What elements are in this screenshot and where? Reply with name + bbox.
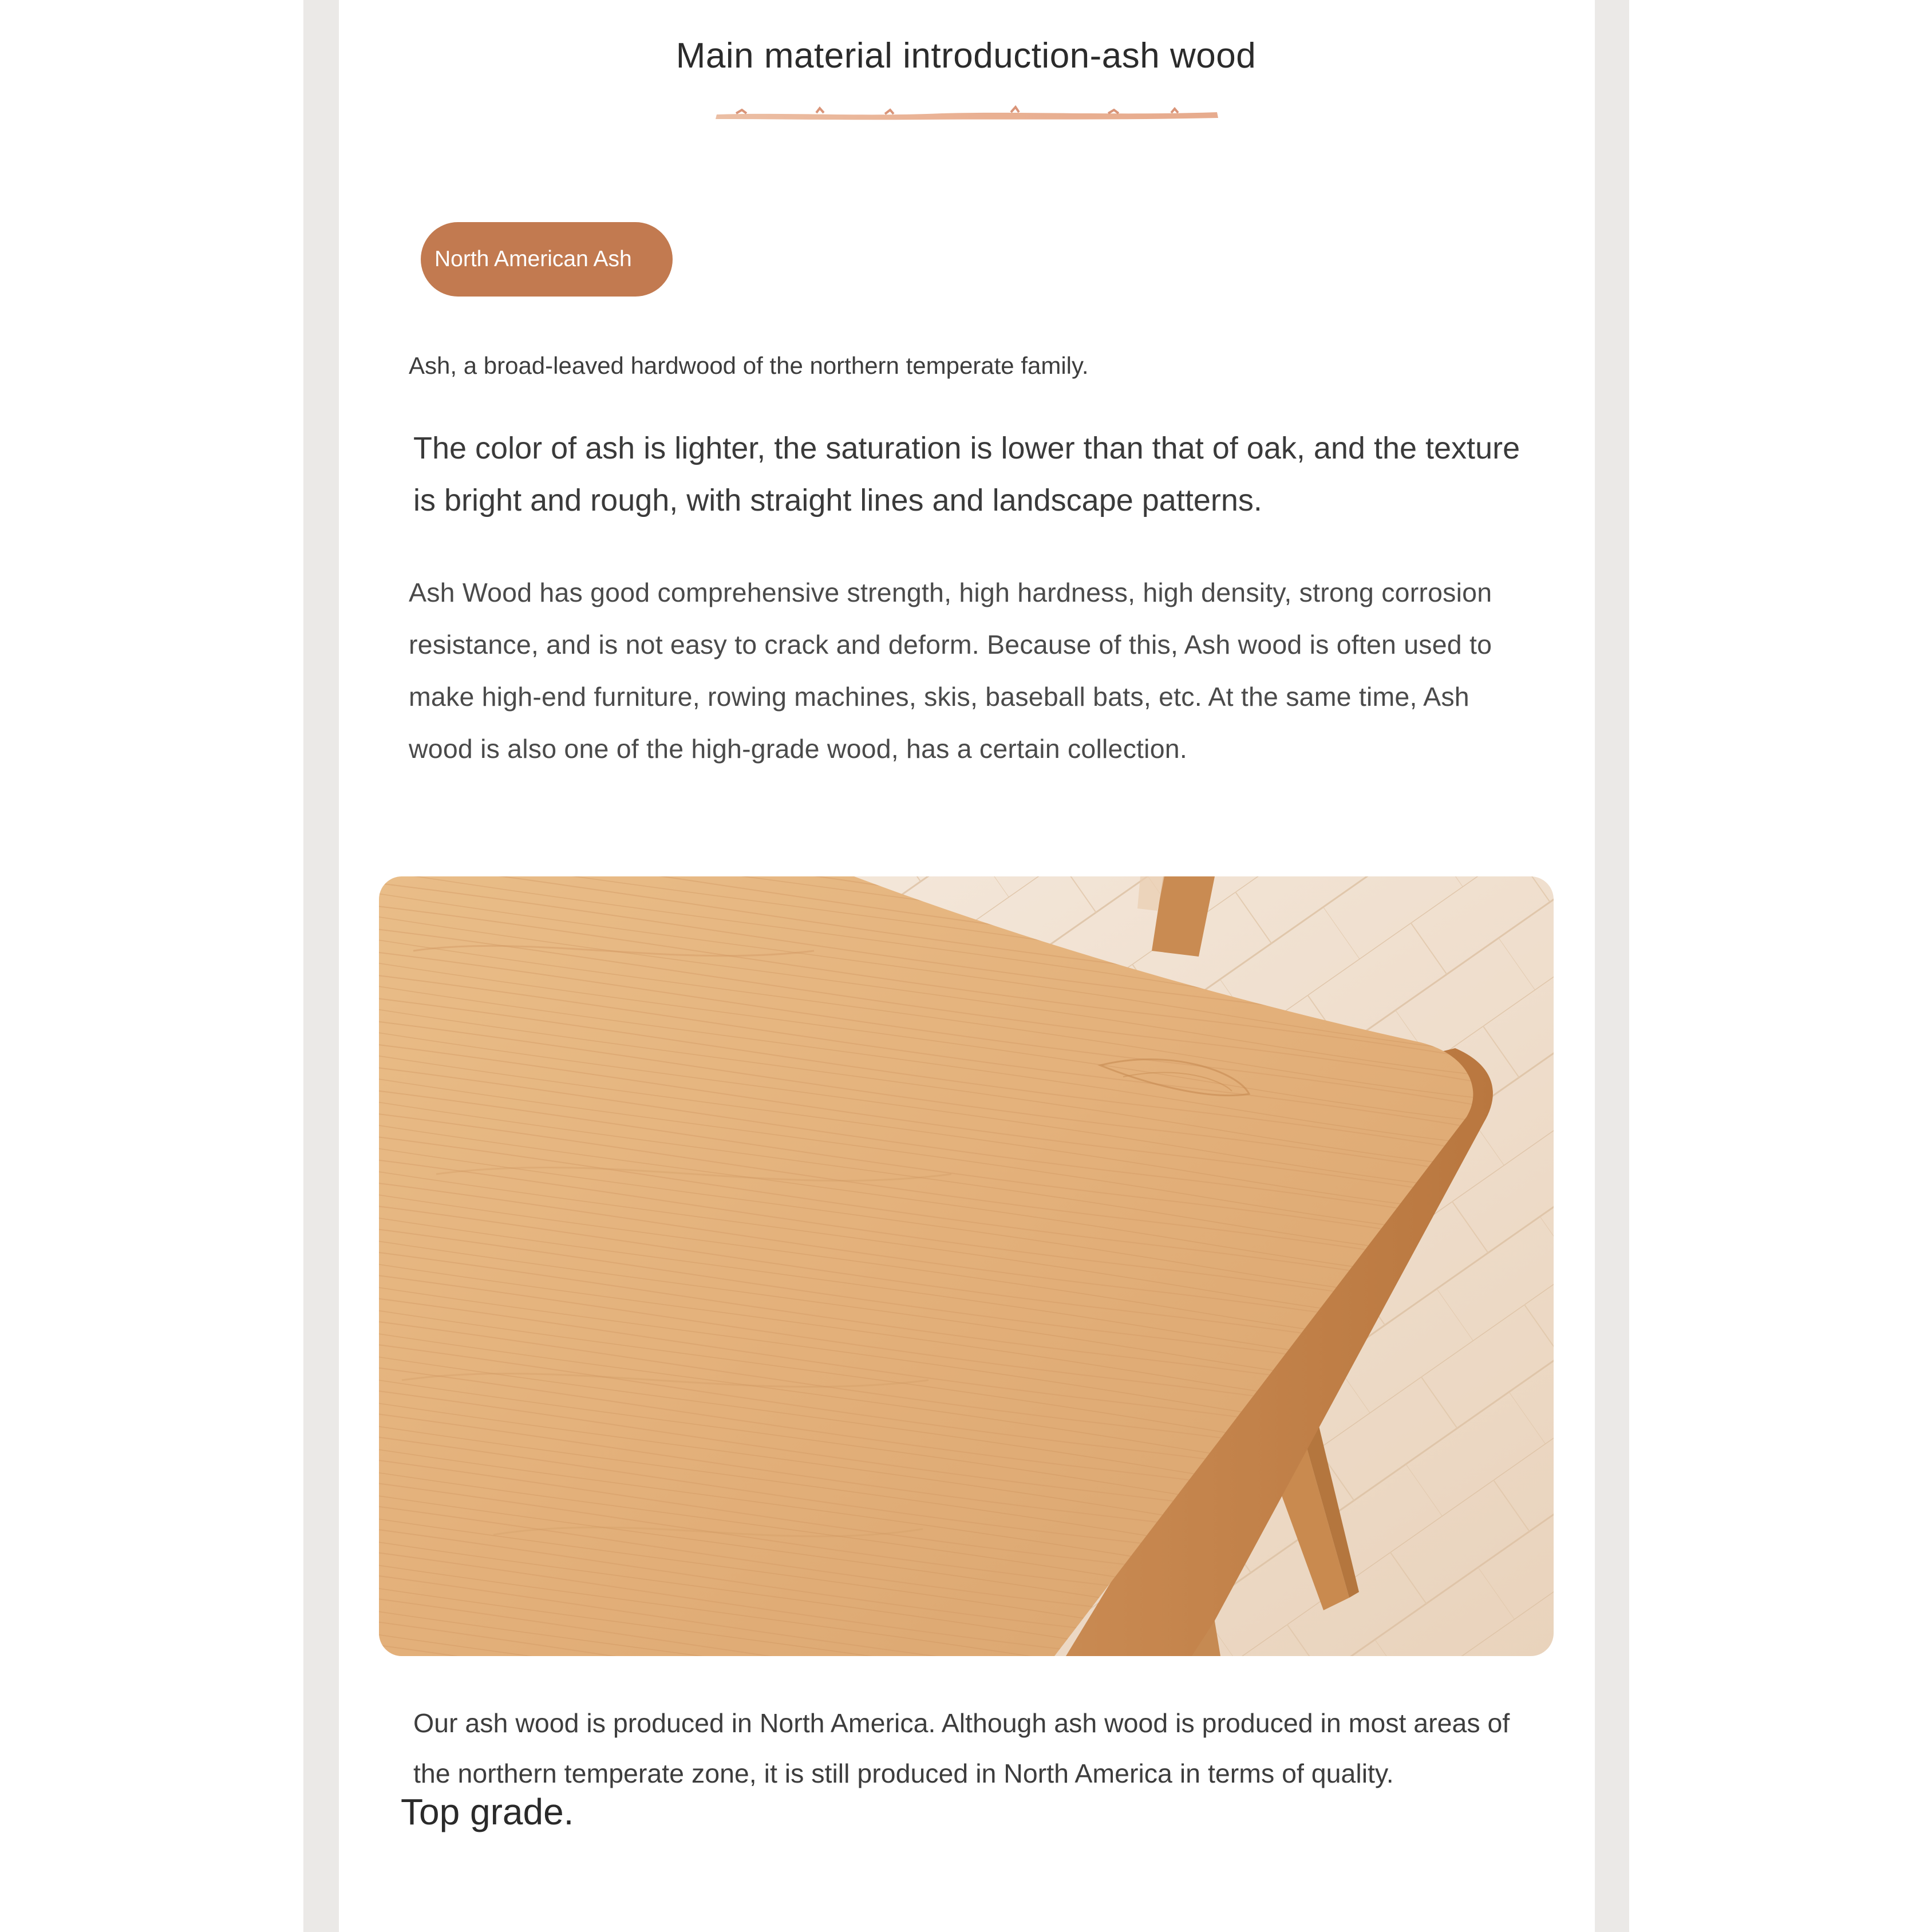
table-photo-illustration: [379, 876, 1554, 1656]
origin-paragraph: Our ash wood is produced in North America. Although ash wood is produced in most areas of the northern temperate zone, it is still produced in North America in terms of quality.: [413, 1708, 1510, 1788]
properties-paragraph: Ash Wood has good comprehensive strength, high hardness, high density, strong corrosion resistance, and is not easy to crack and deform. Because of this, Ash wood is often used to make high-end furniture, rowing machines, skis, baseball bats, etc. At the same time, Ash wood is also one of the high-grade wood, has a certain collection.: [409, 578, 1492, 764]
section-heading: Main material introduction-ash wood: [675, 36, 1257, 76]
right-frame-border: [1595, 0, 1629, 1932]
material-badge: North American Ash: [421, 222, 673, 297]
top-grade-text: Top grade.: [401, 1791, 574, 1832]
ash-wood-table-photo: [379, 876, 1554, 1656]
intro-text: Ash, a broad-leaved hardwood of the northern temperate family.: [409, 352, 1089, 379]
brush-stroke-underline-icon: [713, 102, 1220, 121]
left-frame-border: [303, 0, 339, 1932]
lead-paragraph: The color of ash is lighter, the saturation is lower than that of oak, and the texture is bright and rough, with straight lines and landscape patterns.: [413, 431, 1520, 517]
